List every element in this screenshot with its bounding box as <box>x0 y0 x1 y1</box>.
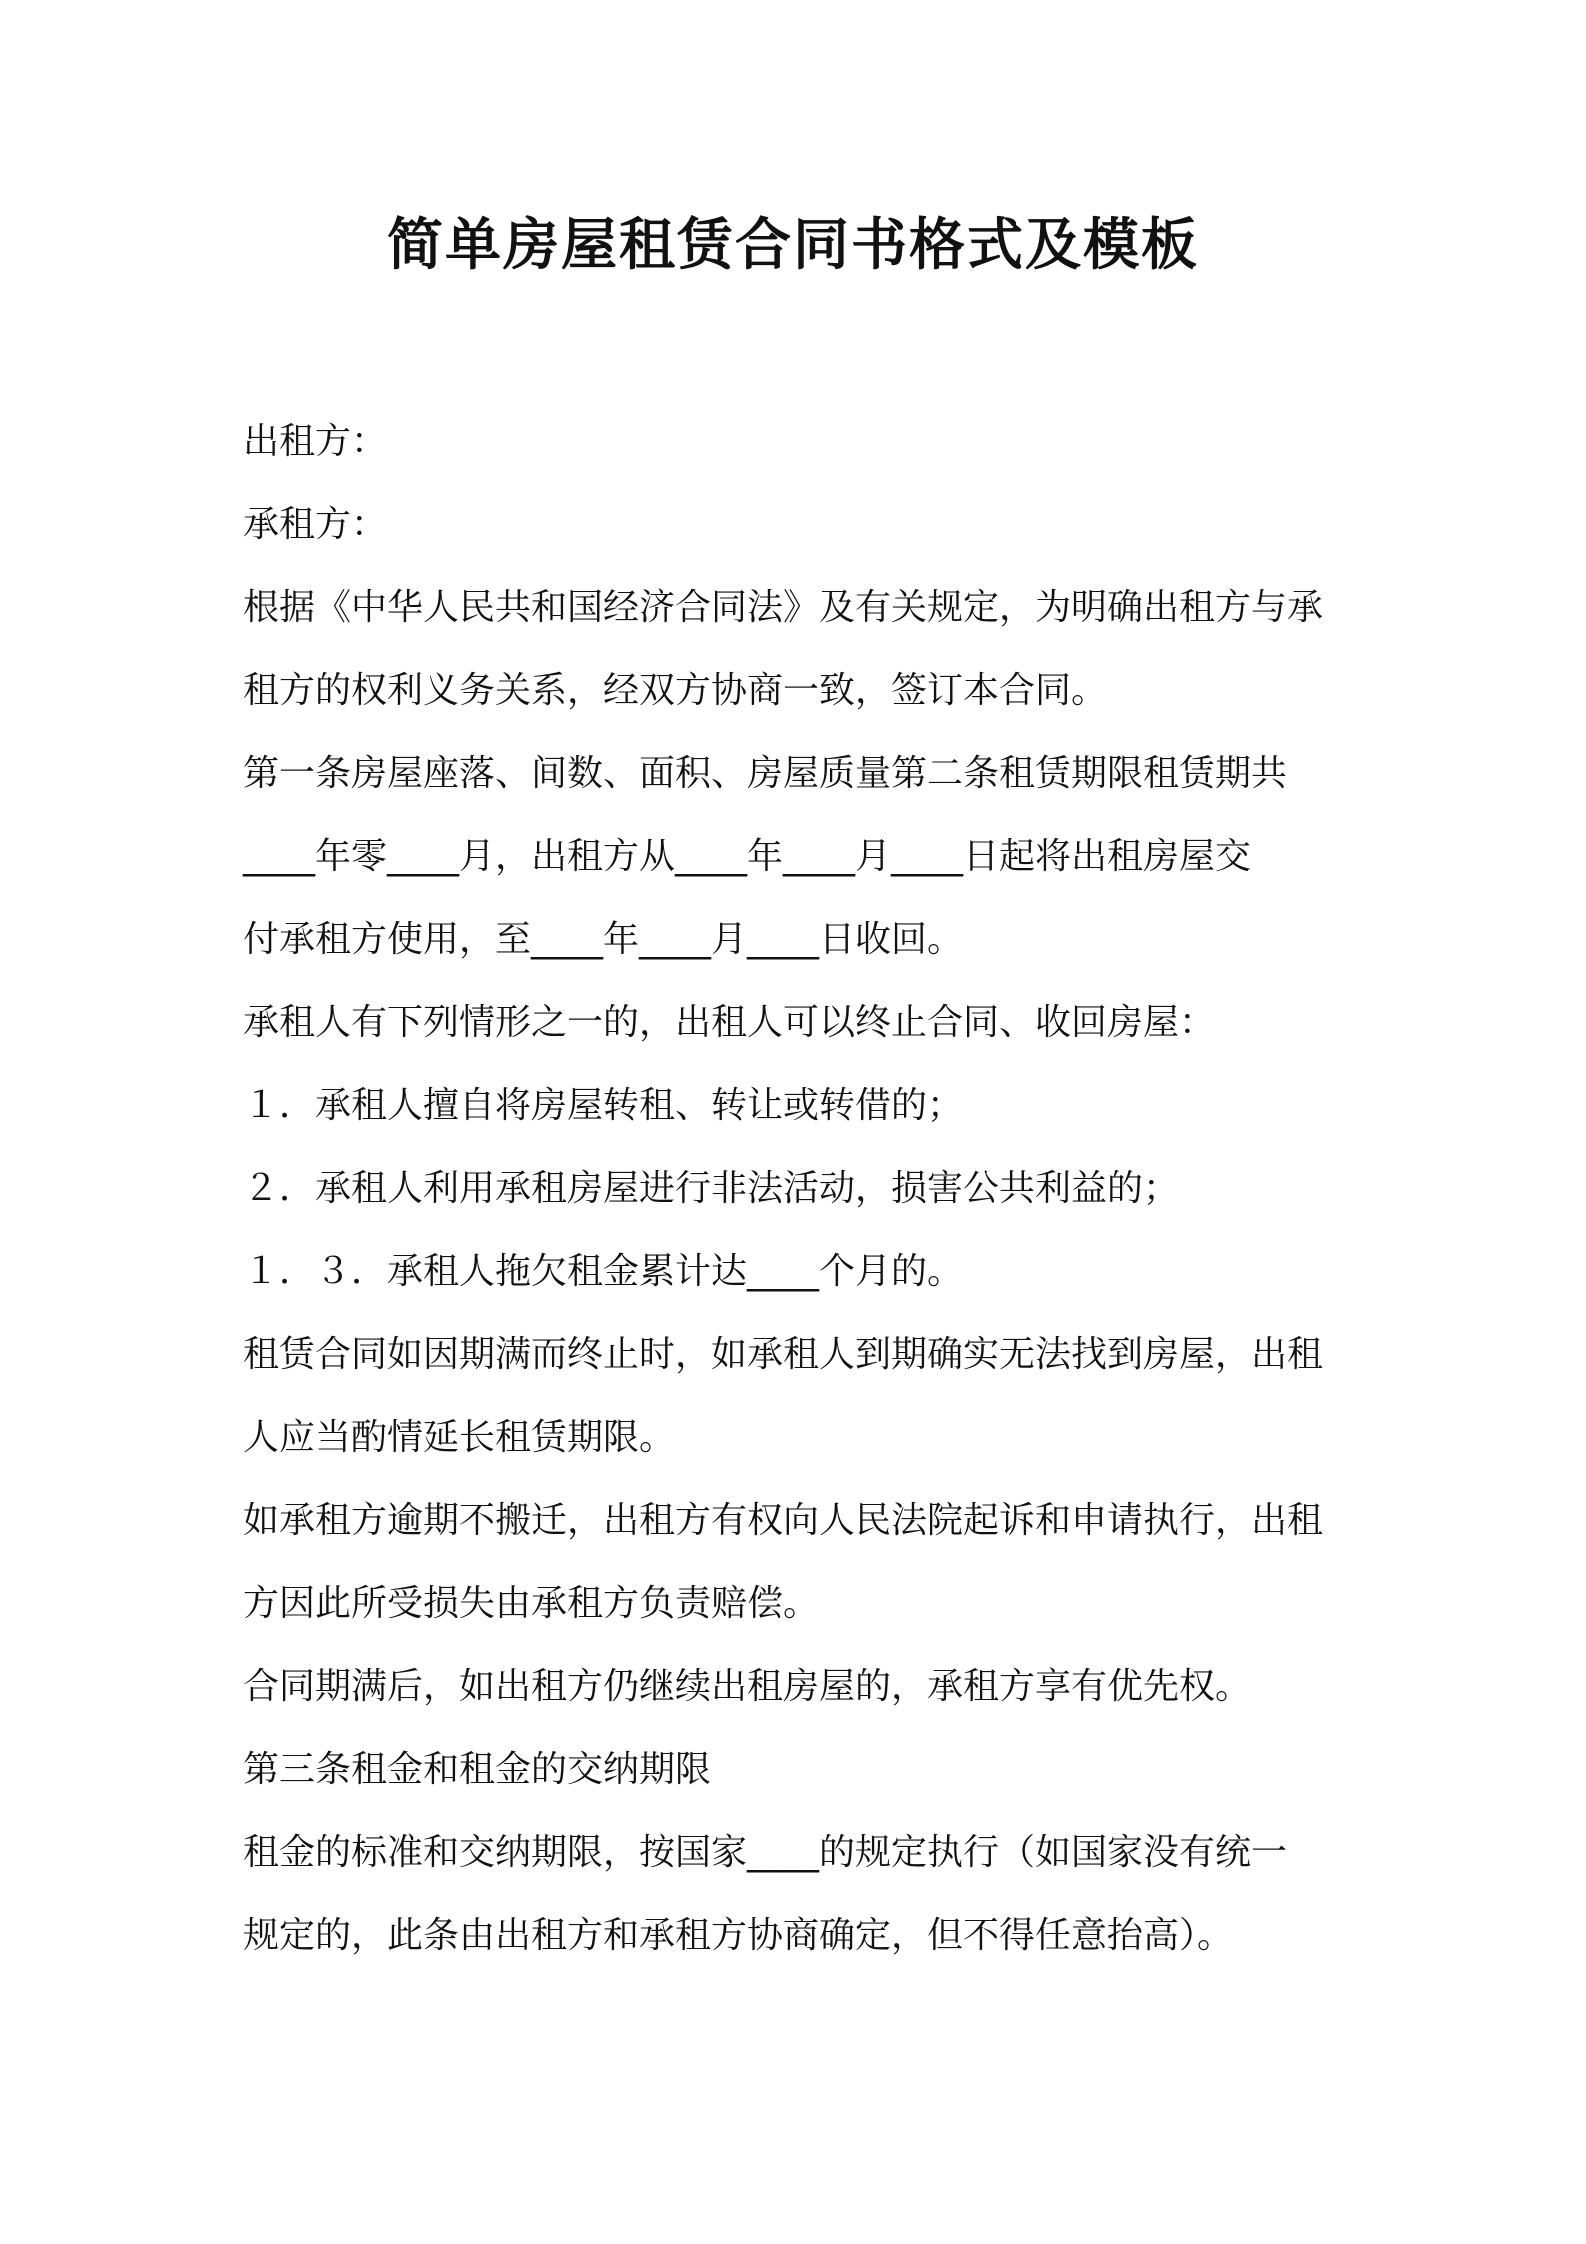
party-lessee-line: 承租方： <box>243 504 388 545</box>
overdue-paragraph-line-1: 如承租方逾期不搬迁，出租方有权向人民法院起诉和申请执行，出租 <box>243 1500 1324 1541</box>
overdue-paragraph-line-2: 方因此所受损失由承租方负责赔偿。 <box>243 1583 820 1624</box>
party-lessor-line: 出租方： <box>243 421 388 462</box>
priority-paragraph-line: 合同期满后，如出租方仍继续出租房屋的，承租方享有优先权。 <box>243 1666 1252 1707</box>
expiry-paragraph-line-1: 租赁合同如因期满而终止时，如承租人到期确实无法找到房屋，出租 <box>243 1334 1324 1375</box>
expiry-paragraph-line-2: 人应当酌情延长租赁期限。 <box>243 1417 676 1458</box>
termination-intro-line: 承租人有下列情形之一的，出租人可以终止合同、收回房屋： <box>243 1002 1216 1043</box>
document-title: 简单房屋租赁合同书格式及模板 <box>387 213 1199 278</box>
preamble-line-2: 租方的权利义务关系，经双方协商一致，签订本合同。 <box>243 670 1108 711</box>
rent-paragraph-line-2: 规定的，此条由出租方和承租方协商确定，但不得任意抬高）。 <box>243 1915 1234 1956</box>
preamble-line-1: 根据《中华人民共和国经济合同法》及有关规定，为明确出租方与承 <box>243 587 1324 628</box>
article-1-line-3: 付承租方使用，至____年____月____日收回。 <box>243 919 964 960</box>
article-3-heading: 第三条租金和租金的交纳期限 <box>243 1749 712 1790</box>
termination-item-3: １．３．承租人拖欠租金累计达____个月的。 <box>243 1251 964 1292</box>
termination-item-1: １．承租人擅自将房屋转租、转让或转借的； <box>243 1085 964 1126</box>
document-body <box>243 400 1363 1977</box>
article-1-line-2: ____年零____月，出租方从____年____月____日起将出租房屋交 <box>243 836 1252 877</box>
termination-item-2: ２．承租人利用承租房屋进行非法活动，损害公共利益的； <box>243 1168 1180 1209</box>
rent-paragraph-line-1: 租金的标准和交纳期限，按国家____的规定执行（如国家没有统一 <box>243 1832 1288 1873</box>
article-1-line-1: 第一条房屋座落、间数、面积、房屋质量第二条租赁期限租赁期共 <box>243 753 1288 794</box>
